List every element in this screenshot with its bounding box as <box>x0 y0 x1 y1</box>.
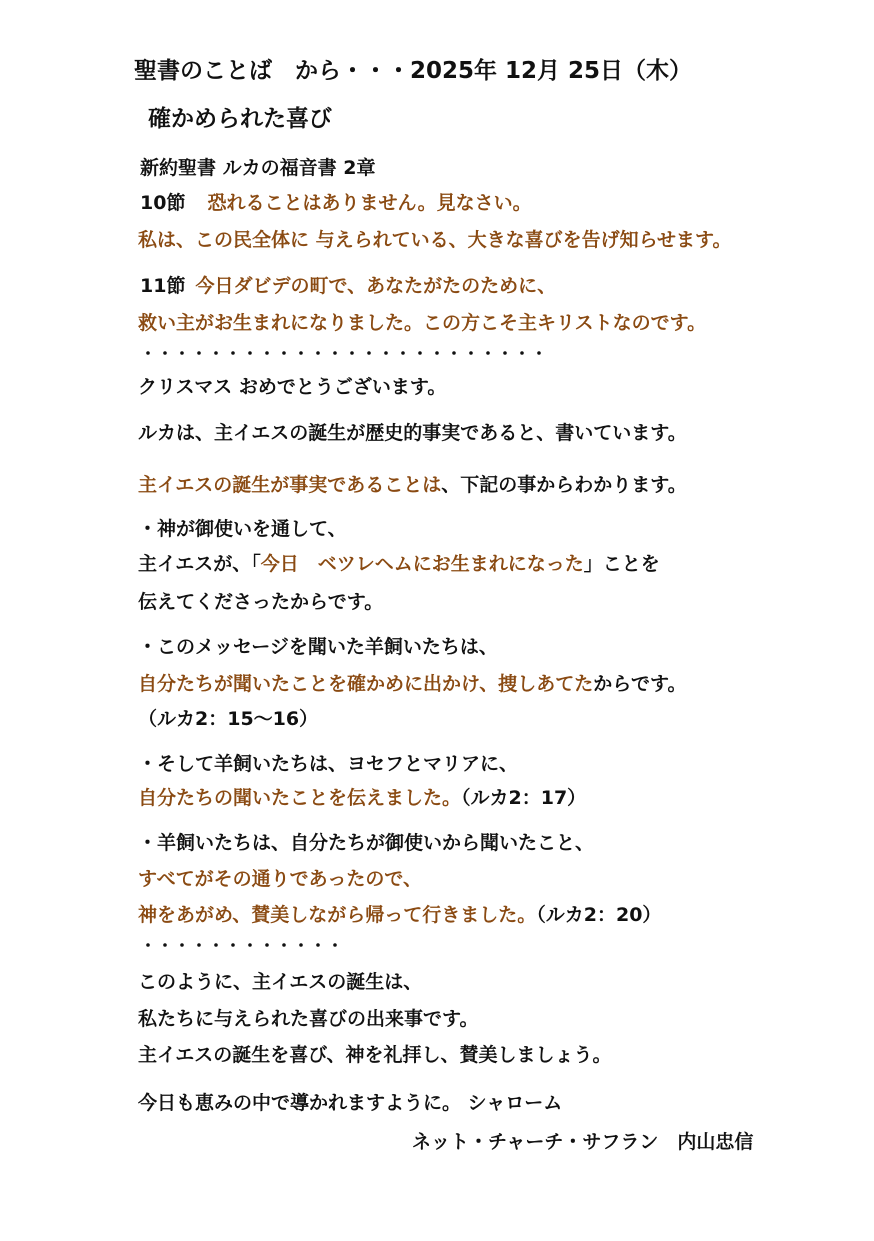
verse-11-text: 今日ダビデの町で、あなたがたのために、 <box>195 275 557 297</box>
body-paragraph-3 <box>138 476 687 495</box>
body-paragraph-2: ルカは、主イエスの誕生が歴史的事実であると、書いています。 <box>138 422 687 444</box>
body-text: （ルカ2：17） <box>461 787 587 809</box>
bullet-2-line-2 <box>138 675 687 694</box>
closing-line-1: このように、主イエスの誕生は、 <box>138 971 423 993</box>
verse-11-text-2: 救い主がお生まれになりました。この方こそ主キリストなのです。 <box>138 312 707 334</box>
highlight-text: 自分たちの聞いたことを伝えました。 <box>138 787 462 809</box>
highlight-text: 今日 ベツレヘムにお生まれになった <box>260 553 584 575</box>
highlight-text: 主イエスの誕生が事実であることは <box>138 474 442 496</box>
closing-line-2: 私たちに与えられた喜びの出来事です。 <box>138 1008 479 1030</box>
bullet-4-line-3 <box>138 906 661 925</box>
dotted-divider-1: ・・・・・・・・・・・・・・・・・・・・・・・・ <box>140 344 549 363</box>
scripture-reference: 新約聖書 ルカの福音書 2章 <box>140 157 376 179</box>
bullet-3-line-1: ・そして羊飼いたちは、ヨセフとマリアに、 <box>138 753 519 775</box>
signature: ネット・チャーチ・サフラン 内山忠信 <box>412 1131 754 1153</box>
body-text: （ルカ2：20） <box>536 904 662 926</box>
closing-line-3: 主イエスの誕生を喜び、神を礼拝し、賛美しましょう。 <box>138 1044 612 1066</box>
body-text: 」ことを <box>583 553 660 575</box>
bullet-4-line-2: すべてがその通りであったので、 <box>138 868 423 890</box>
bullet-1-line-1: ・神が御使いを通して、 <box>138 518 347 540</box>
page-subtitle: 確かめられた喜び <box>148 106 332 132</box>
verse-10-text: 恐れることはありません。見なさい。 <box>207 192 532 214</box>
verse-10-line <box>140 194 532 213</box>
body-text: 主イエスが、「 <box>138 553 261 575</box>
bullet-1-line-2 <box>138 555 660 574</box>
body-text: 、下記の事からわかります。 <box>441 474 687 496</box>
greeting-line: クリスマス おめでとうございます。 <box>138 376 447 398</box>
verse-10-text-2: 私は、この民全体に 与えられている、大きな喜びを告げ知らせます。 <box>138 229 732 251</box>
highlight-text: 自分たちが聞いたことを確かめに出かけ、捜しあてた <box>138 673 594 695</box>
bullet-2-line-1: ・このメッセージを聞いた羊飼いたちは、 <box>138 636 498 658</box>
bullet-2-reference: （ルカ2：15～16） <box>138 708 319 730</box>
page-title: 聖書のことば から・・・2025年 12月 25日（木） <box>134 58 693 84</box>
highlight-text: 神をあがめ、賛美しながら帰って行きました。 <box>138 904 537 926</box>
bullet-3-line-2 <box>138 789 586 808</box>
bullet-1-line-3: 伝えてくださったからです。 <box>138 591 384 613</box>
blessing-line: 今日も恵みの中で導かれますように。 シャローム <box>138 1092 563 1114</box>
verse-11-line <box>140 277 556 296</box>
dotted-divider-2: ・・・・・・・・・・・・ <box>140 936 345 955</box>
body-text: からです。 <box>593 673 687 695</box>
bullet-4-line-1: ・羊飼いたちは、自分たちが御使いから聞いたこと、 <box>138 832 595 854</box>
verse-11-label: 11節 <box>140 275 186 297</box>
verse-10-label: 10節 <box>140 192 186 214</box>
